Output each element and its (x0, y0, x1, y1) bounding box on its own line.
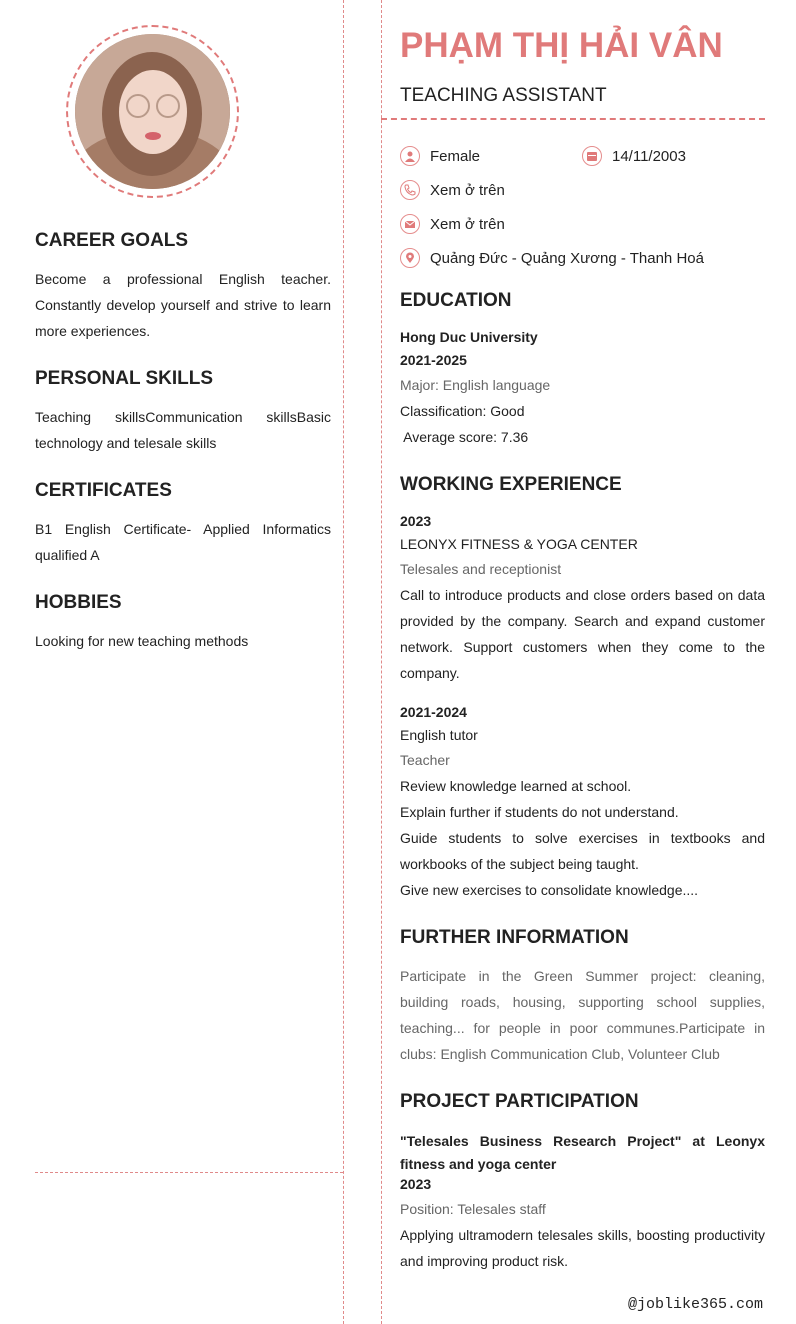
personal-skills-text: Teaching skillsCommunication skillsBasic technology and telesale skills (35, 409, 331, 451)
email-value: Xem ở trên (430, 215, 505, 233)
birthday-row (582, 146, 686, 166)
education-major: Major: English language (400, 377, 551, 393)
gender-value: Female (430, 147, 481, 165)
candidate-name: PHẠM THỊ HẢI VÂN (400, 26, 723, 65)
avatar-frame (66, 25, 239, 198)
career-goals-title: CAREER GOALS (35, 230, 189, 251)
project-title: PROJECT PARTICIPATION (400, 1091, 639, 1112)
job-description (400, 773, 765, 903)
job-role: Teacher (400, 752, 450, 768)
job-company: English tutor (400, 727, 478, 743)
phone-row (400, 180, 505, 200)
phone-value: Xem ở trên (430, 181, 505, 199)
mail-icon (400, 214, 420, 234)
address-value: Quảng Đức - Quảng Xương - Thanh Hoá (430, 249, 704, 267)
job-company: LEONYX FITNESS & YOGA CENTER (400, 536, 638, 552)
experience-title: WORKING EXPERIENCE (400, 474, 622, 495)
birthday-value: 14/11/2003 (612, 147, 686, 165)
job-title: TEACHING ASSISTANT (400, 85, 607, 106)
footer-watermark: @joblike365.com (627, 1296, 763, 1313)
email-row (400, 214, 505, 234)
certificates-text: B1 English Certificate- Applied Informatics qualified A (35, 521, 331, 563)
job-year: 2021-2024 (400, 704, 467, 720)
career-goals-text: Become a professional English teacher. Constantly develop yourself and strive to learn more experiences. (35, 271, 331, 339)
avatar (75, 34, 230, 189)
project-position: Position: Telesales staff (400, 1201, 546, 1217)
project-year: 2023 (400, 1176, 432, 1192)
project-name: "Telesales Business Research Project" at Leonyx fitness and yoga center (400, 1133, 765, 1172)
certificates-title: CERTIFICATES (35, 480, 172, 501)
job-role: Telesales and receptionist (400, 561, 562, 577)
gender-row (400, 146, 480, 166)
education-classification: Classification: Good (400, 403, 525, 419)
job-description-line: Guide students to solve exercises in textbooks and workbooks of the subject being taught. (400, 830, 765, 872)
divider-horizontal-right (381, 118, 765, 120)
job-description-line: Give new exercises to consolidate knowledge.... (400, 882, 699, 898)
job-description: Call to introduce products and close orders based on data provided by the company. Search and expand customer network. Support customers when they come to the company. (400, 587, 765, 681)
education-title: EDUCATION (400, 290, 512, 311)
location-icon (400, 248, 420, 268)
divider-vertical-left (343, 0, 344, 1324)
phone-icon (400, 180, 420, 200)
hobbies-title: HOBBIES (35, 592, 122, 613)
calendar-icon (582, 146, 602, 166)
job-description-line: Explain further if students do not understand. (400, 804, 679, 820)
education-years: 2021-2025 (400, 352, 467, 368)
address-row (400, 248, 704, 268)
user-icon (400, 146, 420, 166)
project-description: Applying ultramodern telesales skills, boosting productivity and improving product risk. (400, 1227, 765, 1269)
further-info-title: FURTHER INFORMATION (400, 927, 629, 948)
divider-horizontal-left (35, 1172, 343, 1173)
education-score: Average score: 7.36 (400, 429, 529, 445)
divider-vertical-right (381, 0, 382, 1324)
hobbies-text: Looking for new teaching methods (35, 633, 249, 649)
job-description-line: Review knowledge learned at school. (400, 778, 632, 794)
further-info-text: Participate in the Green Summer project: cleaning, building roads, housing, supporting school supplies, teaching... for people in poor communes.Participate in clubs: English Communication Club, Volunteer Club (400, 968, 765, 1062)
personal-skills-title: PERSONAL SKILLS (35, 368, 214, 389)
education-school: Hong Duc University (400, 329, 538, 345)
job-year: 2023 (400, 513, 432, 529)
